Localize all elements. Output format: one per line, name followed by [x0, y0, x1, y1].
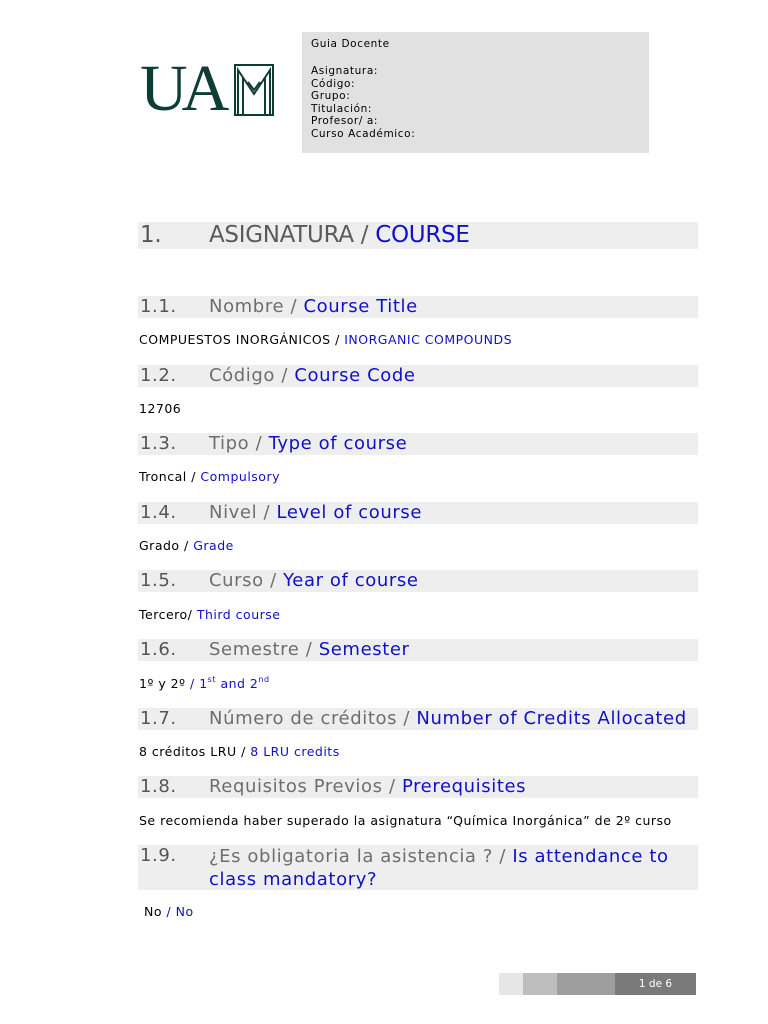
section-number: 1.	[140, 222, 162, 248]
section-title-en: COURSE	[375, 222, 470, 248]
heading-number: 1.9.	[140, 845, 177, 866]
value-course-title: COMPUESTOS INORGÁNICOS / INORGANIC COMPOUNDS	[139, 332, 513, 347]
heading-label: Número de créditos / Number of Credits Allocated	[209, 708, 687, 729]
heading-number: 1.5.	[140, 570, 177, 591]
pager-block-2	[523, 973, 557, 995]
heading-type-of-course	[138, 433, 698, 455]
field-grupo: Grupo:	[311, 90, 351, 102]
heading-label: Semestre / Semester	[209, 639, 410, 660]
heading-number: 1.7.	[140, 708, 177, 729]
heading-number: 1.6.	[140, 639, 177, 660]
value-course-code: 12706	[139, 401, 182, 416]
field-codigo: Código:	[311, 77, 356, 90]
heading-semester	[138, 639, 698, 661]
heading-level-of-course	[138, 502, 698, 524]
field-asignatura: Asignatura:	[311, 65, 378, 77]
heading-course-title	[138, 296, 698, 318]
heading-label: Requisitos Previos / Prerequisites	[209, 776, 527, 797]
value-level-of-course: Grado / Grade	[139, 538, 234, 553]
heading-prerequisites	[138, 776, 698, 798]
section-title-es: ASIGNATURA /	[209, 222, 376, 248]
logo-text: UA	[140, 52, 224, 125]
info-box-title: Guia Docente	[311, 38, 390, 50]
value-type-of-course: Troncal / Compulsory	[139, 469, 280, 484]
value-prerequisites: Se recomienda haber superado la asignatura “Química Inorgánica” de 2º curso	[139, 813, 672, 828]
heading-label: Curso / Year of course	[209, 570, 419, 591]
heading-course-code	[138, 365, 698, 387]
field-curso-academico: Curso Académico:	[311, 127, 416, 140]
course-info-box	[302, 32, 649, 153]
heading-label: Tipo / Type of course	[209, 433, 408, 454]
value-year-of-course: Tercero/ Third course	[139, 607, 281, 622]
field-titulacion: Titulación:	[311, 102, 373, 115]
section-title	[209, 222, 470, 249]
uam-logo	[140, 52, 275, 125]
heading-number: 1.4.	[140, 502, 177, 523]
heading-number: 1.8.	[140, 776, 177, 797]
value-credits: 8 créditos LRU / 8 LRU credits	[139, 744, 340, 759]
value-attendance: No / No	[144, 904, 194, 919]
heading-year-of-course	[138, 570, 698, 592]
field-profesor: Profesor/ a:	[311, 115, 379, 127]
heading-number: 1.3.	[140, 433, 177, 454]
section-heading	[138, 222, 698, 249]
info-box-fields	[311, 65, 415, 140]
page-number: 1 de 6	[615, 973, 696, 995]
heading-label: ¿Es obligatoria la asistencia ? / Is attendance to class mandatory?	[209, 846, 669, 890]
heading-attendance	[138, 845, 698, 890]
page-indicator	[499, 973, 696, 995]
pager-block-1	[499, 973, 523, 995]
logo-m-mark-icon	[234, 64, 274, 116]
heading-label: Nivel / Level of course	[209, 502, 422, 523]
heading-label: Nombre / Course Title	[209, 296, 418, 317]
pager-block-3	[557, 973, 615, 995]
heading-number: 1.2.	[140, 365, 177, 386]
heading-credits	[138, 708, 698, 730]
value-semester: 1º y 2º / 1st and 2nd	[139, 675, 270, 691]
heading-number: 1.1.	[140, 296, 177, 317]
heading-label: Código / Course Code	[209, 365, 416, 386]
